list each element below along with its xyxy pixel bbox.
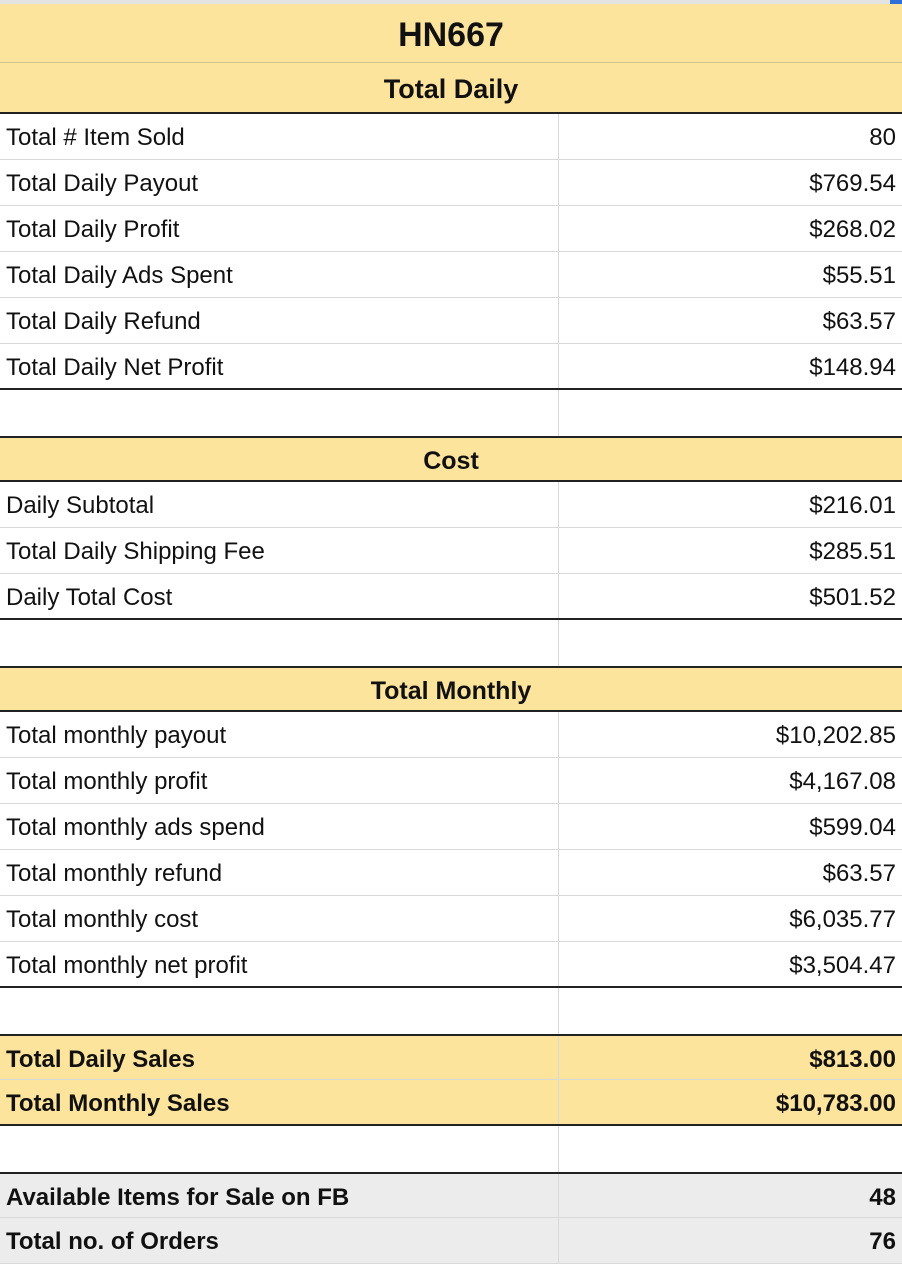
section-header-total-monthly[interactable] (0, 666, 902, 712)
table-row[interactable] (0, 758, 902, 804)
row-label: Total Daily Ads Spent (6, 262, 233, 289)
selection-indicator (890, 0, 902, 4)
row-value: $501.52 (809, 584, 896, 611)
row-value: $599.04 (809, 814, 896, 841)
row-value: $769.54 (809, 170, 896, 197)
cell-divider (558, 942, 559, 986)
row-label: Total Daily Sales (6, 1046, 195, 1073)
table-row[interactable] (0, 850, 902, 896)
sheet-title: HN667 (398, 16, 504, 54)
row-label: Available Items for Sale on FB (6, 1184, 350, 1211)
row-value: $10,783.00 (775, 1090, 896, 1117)
cell-divider (558, 1126, 559, 1172)
cell-divider (558, 390, 559, 436)
row-label: Total Daily Shipping Fee (6, 538, 265, 565)
table-row[interactable] (0, 298, 902, 344)
row-value: $285.51 (809, 538, 896, 565)
row-label: Total # Item Sold (6, 124, 185, 151)
empty-row[interactable] (0, 1126, 902, 1172)
cell-divider (558, 620, 559, 666)
row-value: $3,504.47 (789, 952, 896, 979)
row-label: Total monthly profit (6, 768, 208, 795)
row-label: Total no. of Orders (6, 1228, 219, 1255)
section-title: Cost (423, 447, 479, 475)
row-label: Daily Subtotal (6, 492, 155, 519)
cell-divider (558, 114, 559, 159)
row-label: Total monthly refund (6, 860, 223, 887)
sheet-title-cell[interactable] (0, 0, 902, 63)
row-value: $63.57 (822, 860, 896, 887)
row-label: Total Daily Refund (6, 308, 201, 335)
table-row[interactable] (0, 114, 902, 160)
cell-divider (558, 344, 559, 388)
table-row-total-daily-sales[interactable] (0, 1034, 902, 1080)
table-row[interactable] (0, 528, 902, 574)
table-row[interactable] (0, 574, 902, 620)
table-row[interactable] (0, 252, 902, 298)
cell-divider (558, 850, 559, 895)
cell-divider (558, 252, 559, 297)
table-row[interactable] (0, 160, 902, 206)
table-row[interactable] (0, 206, 902, 252)
section-title: Total Daily (383, 74, 519, 104)
row-label: Total monthly payout (6, 722, 227, 749)
row-label: Daily Total Cost (6, 584, 173, 611)
cell-divider (558, 528, 559, 573)
table-row[interactable] (0, 804, 902, 850)
table-row-total-orders[interactable] (0, 1218, 902, 1264)
section-title: Total Monthly (370, 677, 532, 705)
cell-divider (558, 988, 559, 1034)
cell-divider (558, 804, 559, 849)
row-value: $6,035.77 (789, 906, 896, 933)
cell-divider (558, 896, 559, 941)
row-label: Total Monthly Sales (6, 1090, 230, 1117)
empty-row[interactable] (0, 390, 902, 436)
table-row[interactable] (0, 896, 902, 942)
cell-divider (558, 1080, 559, 1124)
row-value: 80 (869, 124, 896, 151)
cell-divider (558, 160, 559, 205)
cell-divider (558, 758, 559, 803)
row-label: Total monthly cost (6, 906, 199, 933)
cell-divider (558, 206, 559, 251)
row-value: $63.57 (822, 308, 896, 335)
table-row[interactable] (0, 482, 902, 528)
cell-divider (558, 1036, 559, 1079)
table-row[interactable] (0, 942, 902, 988)
cell-divider (558, 482, 559, 527)
cell-divider (558, 1218, 559, 1263)
row-value: $10,202.85 (775, 722, 896, 749)
table-row[interactable] (0, 344, 902, 390)
table-row[interactable] (0, 712, 902, 758)
section-header-total-daily[interactable] (0, 63, 902, 114)
table-row-total-monthly-sales[interactable] (0, 1080, 902, 1126)
row-value: $148.94 (809, 354, 896, 381)
section-header-cost[interactable] (0, 436, 902, 482)
table-row-available-items[interactable] (0, 1172, 902, 1218)
cell-divider (558, 712, 559, 757)
cell-divider (558, 574, 559, 618)
row-value: $55.51 (822, 262, 896, 289)
row-label: Total monthly net profit (6, 952, 248, 979)
empty-row[interactable] (0, 620, 902, 666)
row-label: Total Daily Net Profit (6, 354, 224, 381)
row-value: $4,167.08 (789, 768, 896, 795)
cell-divider (558, 1174, 559, 1217)
row-value: 76 (869, 1228, 896, 1255)
row-value: $813.00 (809, 1046, 896, 1073)
cell-divider (558, 298, 559, 343)
row-label: Total monthly ads spend (6, 814, 265, 841)
row-value: $268.02 (809, 216, 896, 243)
empty-row[interactable] (0, 988, 902, 1034)
row-value: $216.01 (809, 492, 896, 519)
row-label: Total Daily Profit (6, 216, 180, 243)
row-label: Total Daily Payout (6, 170, 199, 197)
row-value: 48 (869, 1184, 896, 1211)
